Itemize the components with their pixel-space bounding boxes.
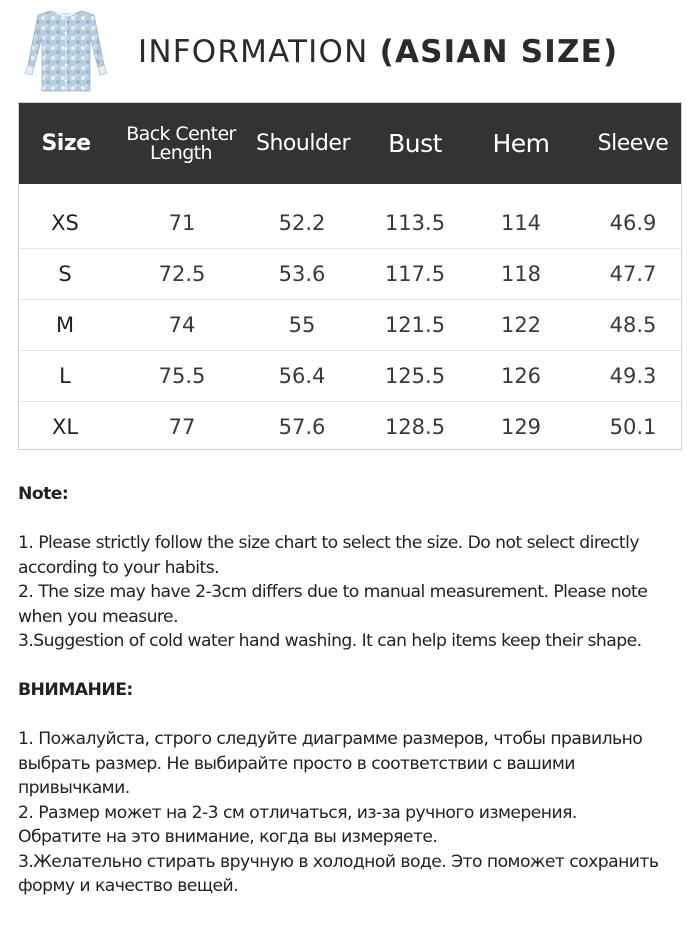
cell-hem: 126 [500, 364, 542, 388]
title-information: INFORMATION [138, 34, 369, 70]
note-line: 3.Suggestion of cold water hand washing. It can help items keep their shape. [18, 631, 642, 651]
note-line: форму и качество вещей. [18, 876, 239, 896]
cell-sleeve: 47.7 [609, 262, 657, 286]
notes-heading-ru: ВНИМАНИЕ: [18, 680, 133, 700]
cell-bust: 117.5 [384, 262, 446, 286]
note-line: according to your habits. [18, 557, 220, 578]
table-row-xs [19, 198, 681, 249]
table-header-row [19, 103, 681, 184]
page-header [0, 0, 700, 100]
cell-bust: 121.5 [384, 313, 446, 337]
cell-hem: 129 [500, 415, 542, 439]
table-row-m [19, 300, 681, 351]
cell-back-center-length: 71 [168, 211, 196, 235]
cell-bust: 113.5 [384, 211, 446, 235]
title-asian-size: (ASIAN SIZE) [379, 34, 619, 70]
cell-size: XL [51, 415, 79, 439]
cell-sleeve: 48.5 [609, 313, 657, 337]
cell-size: L [59, 364, 71, 388]
note-line: when you measure. [18, 606, 178, 627]
column-header-back-center-length [123, 103, 239, 184]
floral-blue-jacket-icon [20, 5, 112, 97]
notes-russian [18, 678, 694, 899]
notes-english [18, 482, 688, 654]
table-body [19, 198, 681, 453]
cell-size: S [58, 262, 72, 286]
cell-shoulder: 57.6 [278, 415, 326, 439]
note-line: привычками. [18, 778, 130, 798]
cell-shoulder: 55 [288, 313, 316, 337]
cell-back-center-length: 74 [168, 313, 196, 337]
note-line: Обратите на это внимание, когда вы измеряете. [18, 827, 438, 847]
cell-back-center-length: 77 [168, 415, 196, 439]
note-line: 3.Желательно стирать вручную в холодной воде. Это поможет сохранить [18, 851, 659, 872]
cell-shoulder: 52.2 [278, 211, 326, 235]
cell-sleeve: 46.9 [609, 211, 657, 235]
table-row-s [19, 249, 681, 300]
notes-heading: Note: [18, 484, 69, 504]
table-row-xl [19, 402, 681, 453]
note-line: 2. The size may have 2-3cm differs due to manual measurement. Please note [18, 582, 648, 602]
cell-bust: 125.5 [384, 364, 446, 388]
cell-size: M [55, 313, 75, 337]
note-line: выбрать размер. Не выбирайте просто в соответствии с вашими [18, 753, 575, 774]
page-title [138, 34, 618, 70]
cell-sleeve: 49.3 [609, 364, 657, 388]
size-chart-table [18, 102, 682, 450]
cell-hem: 122 [500, 313, 542, 337]
column-header-back-center-line2: Length [150, 141, 212, 164]
column-header-bust: Bust [388, 129, 442, 158]
column-header-sleeve: Sleeve [597, 131, 669, 156]
cell-hem: 118 [500, 262, 542, 286]
column-header-shoulder: Shoulder [256, 131, 350, 156]
cell-hem: 114 [500, 211, 542, 235]
column-header-hem: Hem [492, 129, 550, 158]
table-row-l [19, 351, 681, 402]
note-line: 1. Пожалуйста, строго следуйте диаграмме размеров, чтобы правильно [18, 729, 643, 749]
cell-back-center-length: 72.5 [158, 262, 206, 286]
note-line: 2. Размер может на 2-3 см отличаться, из-за ручного измерения. [18, 802, 577, 823]
cell-size: XS [51, 211, 79, 235]
column-header-size: Size [41, 131, 91, 156]
cell-back-center-length: 75.5 [158, 364, 206, 388]
cell-bust: 128.5 [384, 415, 446, 439]
cell-shoulder: 53.6 [278, 262, 326, 286]
cell-shoulder: 56.4 [278, 364, 326, 388]
column-header-back-center-line1: Back Center [126, 122, 236, 145]
cell-sleeve: 50.1 [609, 415, 657, 439]
note-line: 1. Please strictly follow the size chart to select the size. Do not select directly [18, 533, 639, 553]
